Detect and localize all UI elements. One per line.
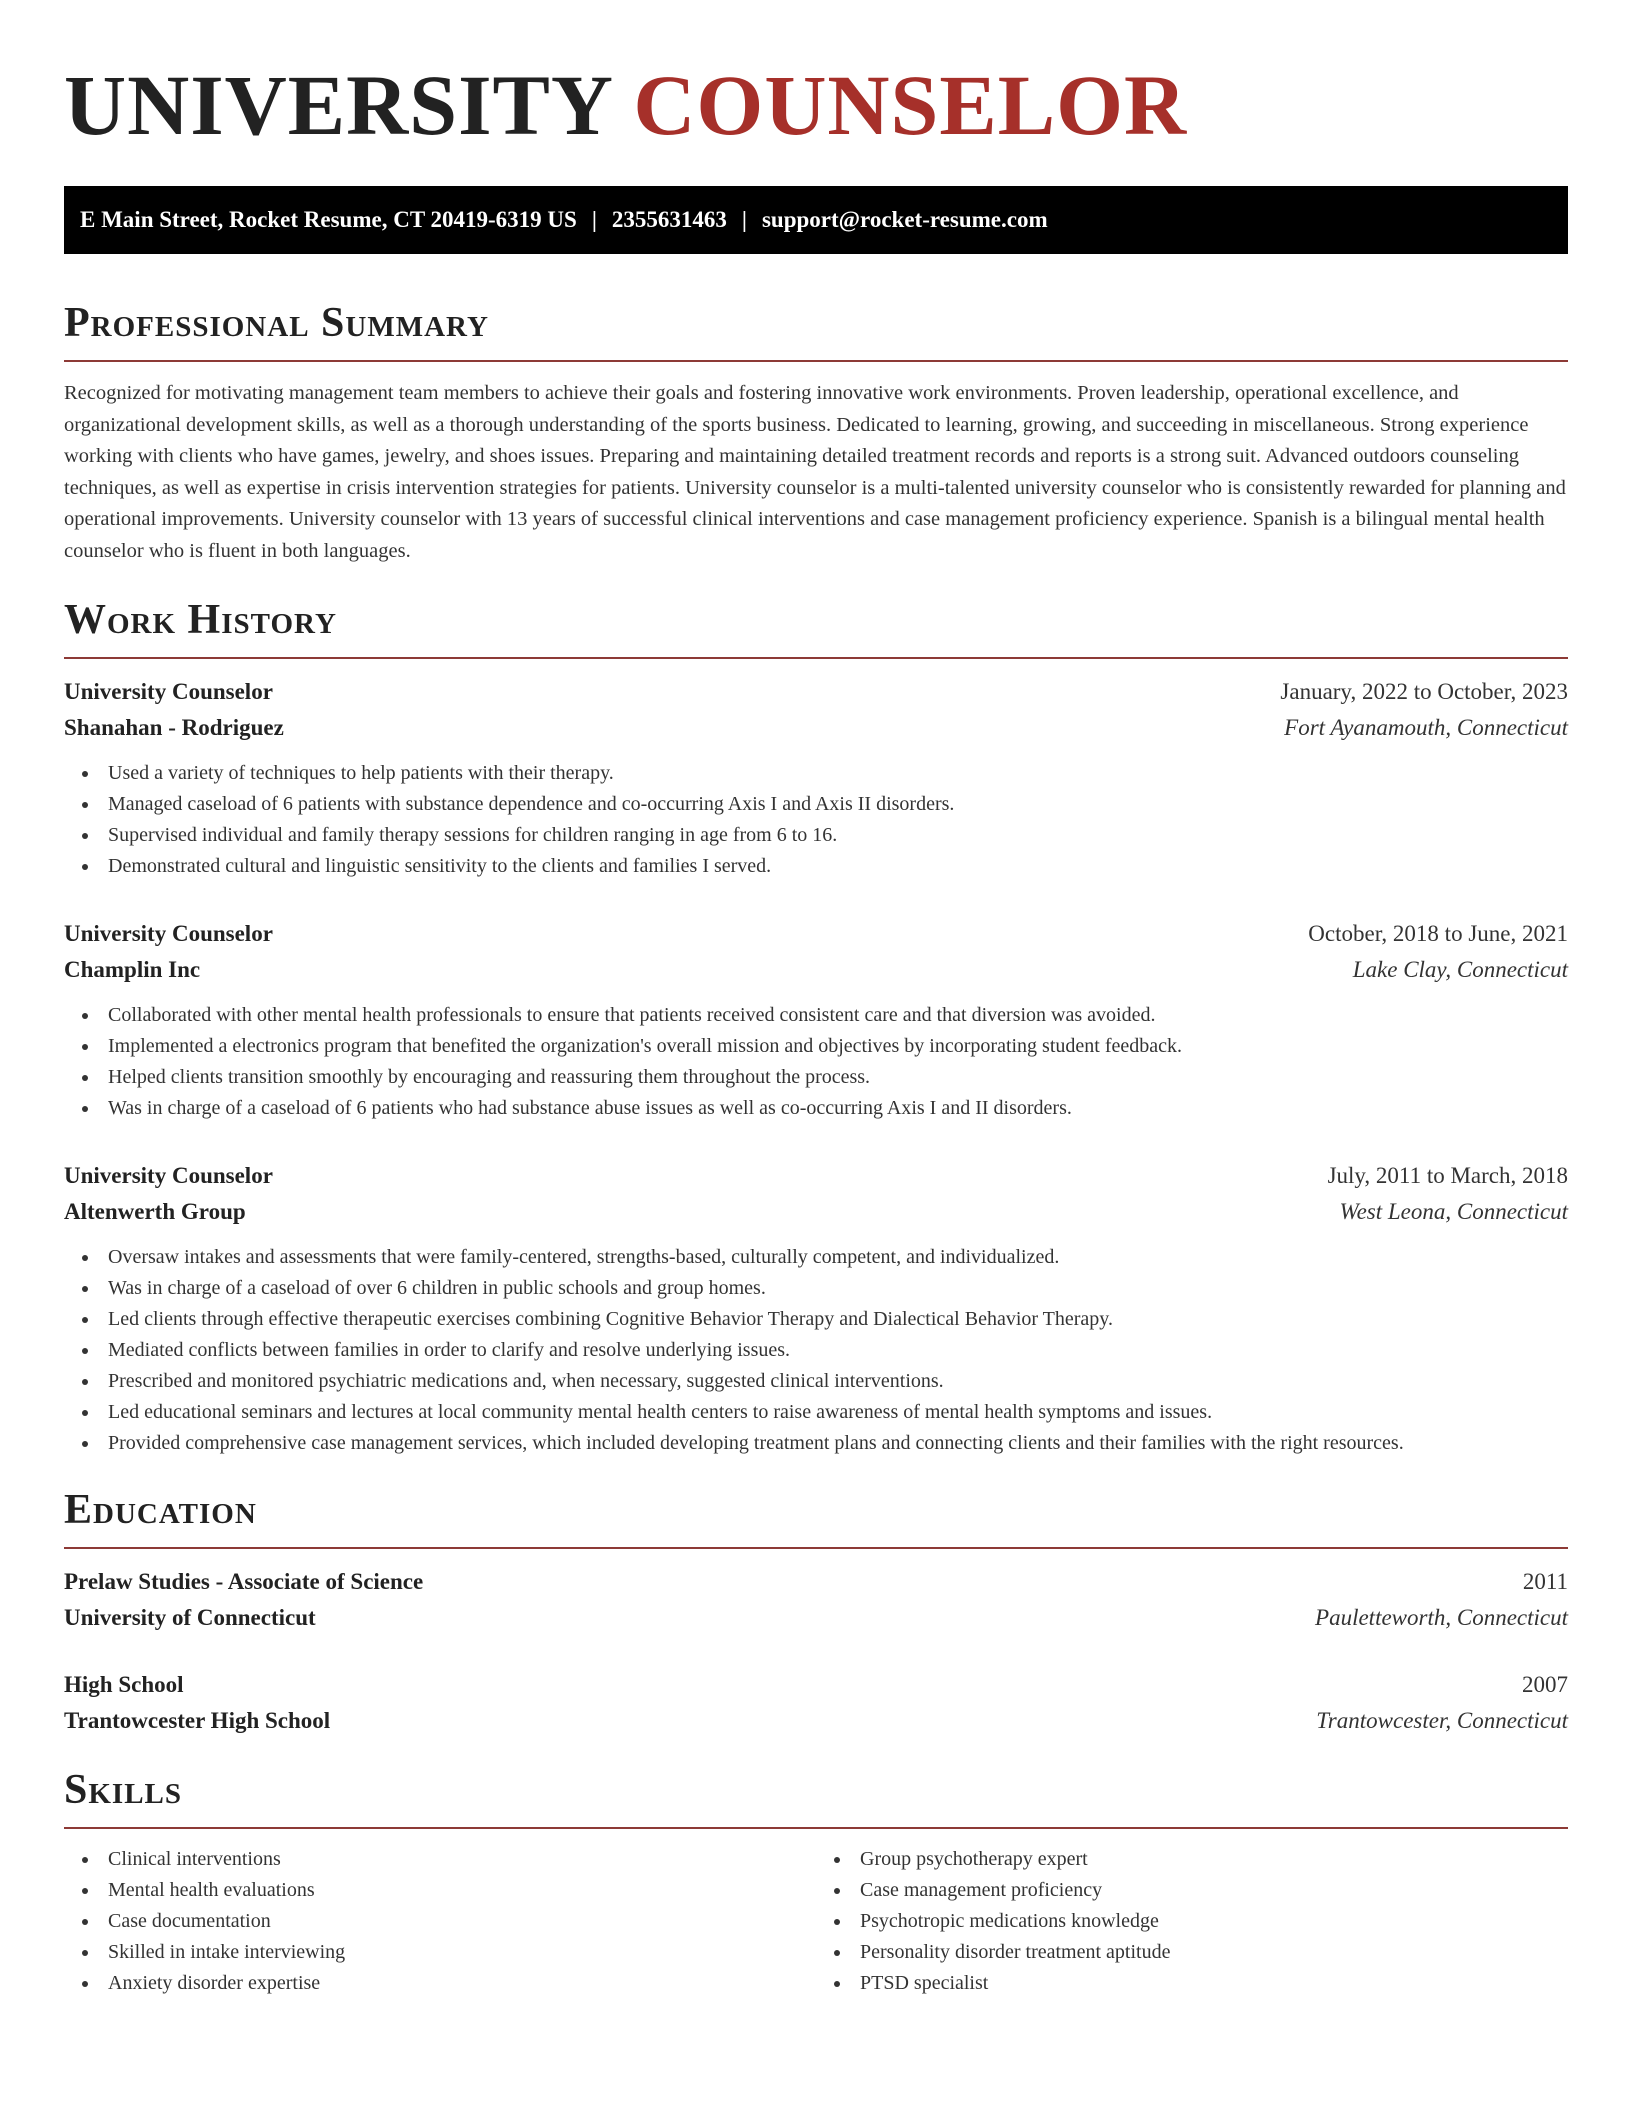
job-entry: [64, 674, 1568, 882]
education-year: 2007: [1522, 1672, 1568, 1697]
job-company: Champlin Inc: [64, 957, 201, 982]
job-duties-list: [64, 758, 1568, 882]
skills-list-left: [64, 1844, 816, 1999]
section-divider: [64, 360, 1568, 362]
contact-email[interactable]: support@rocket-resume.com: [761, 207, 1048, 232]
job-duty: Was in charge of a caseload of over 6 children in public schools and group homes.: [108, 1273, 1568, 1304]
job-duty: Provided comprehensive case management services, which included developing treatment plans and connecting clients and their families with the right resources.: [108, 1428, 1568, 1459]
job-duty: Managed caseload of 6 patients with substance dependence and co-occurring Axis I and Axis II disorders.: [108, 789, 1568, 820]
job-entry: [64, 1158, 1568, 1459]
section-title-work: Work History: [64, 597, 337, 643]
job-location: Lake Clay, Connecticut: [1352, 957, 1568, 982]
skill-item: Mental health evaluations: [108, 1875, 816, 1906]
skill-item: Clinical interventions: [108, 1844, 816, 1875]
job-dates: January, 2022 to October, 2023: [1280, 679, 1568, 704]
education-degree: High School: [64, 1672, 184, 1697]
job-dates: October, 2018 to June, 2021: [1308, 921, 1568, 946]
education-location: Trantowcester, Connecticut: [1316, 1708, 1568, 1733]
education-entry: [64, 1667, 1568, 1739]
education-school: Trantowcester High School: [64, 1708, 331, 1733]
education-degree: Prelaw Studies - Associate of Science: [64, 1569, 424, 1594]
job-duty: Mediated conflicts between families in order to clarify and resolve underlying issues.: [108, 1335, 1568, 1366]
job-duty: Helped clients transition smoothly by encouraging and reassuring them throughout the process.: [108, 1062, 1568, 1093]
job-location: West Leona, Connecticut: [1339, 1199, 1568, 1224]
job-title: University Counselor: [64, 679, 273, 704]
contact-separator: |: [741, 207, 747, 232]
education-location: Pauletteworth, Connecticut: [1315, 1605, 1568, 1630]
section-title-skills: Skills: [64, 1767, 183, 1813]
job-duty: Oversaw intakes and assessments that were family-centered, strengths-based, culturally competent, and individualized.: [108, 1242, 1568, 1273]
contact-bar: [64, 186, 1568, 254]
job-duty: Led educational seminars and lectures at local community mental health centers to raise awareness of mental health symptoms and issues.: [108, 1397, 1568, 1428]
job-duty: Implemented a electronics program that benefited the organization's overall mission and objectives by incorporating student feedback.: [108, 1031, 1568, 1062]
contact-address: E Main Street, Rocket Resume, CT 20419-6319 US: [80, 207, 577, 232]
job-duty: Used a variety of techniques to help patients with their therapy.: [108, 758, 1568, 789]
section-title-education: Education: [64, 1487, 257, 1533]
skill-item: Anxiety disorder expertise: [108, 1968, 816, 1999]
skill-item: Group psychotherapy expert: [860, 1844, 1568, 1875]
work-history-section: [64, 599, 1568, 1459]
job-location: Fort Ayanamouth, Connecticut: [1284, 715, 1568, 740]
skills-list-right: [816, 1844, 1568, 1999]
education-section: [64, 1489, 1568, 1739]
job-title: University Counselor: [64, 921, 273, 946]
contact-phone: 2355631463: [611, 207, 727, 232]
job-duty: Prescribed and monitored psychiatric medications and, when necessary, suggested clinical interventions.: [108, 1366, 1568, 1397]
skill-item: Skilled in intake interviewing: [108, 1937, 816, 1968]
name-last: COUNSELOR: [633, 57, 1188, 153]
job-dates: July, 2011 to March, 2018: [1327, 1163, 1568, 1188]
education-entry: [64, 1564, 1568, 1636]
job-duties-list: [64, 1242, 1568, 1459]
skills-section: [64, 1769, 1568, 1999]
job-duties-list: [64, 1000, 1568, 1124]
education-school: University of Connecticut: [64, 1605, 316, 1630]
skill-item: Psychotropic medications knowledge: [860, 1906, 1568, 1937]
job-duty: Supervised individual and family therapy sessions for children ranging in age from 6 to 16.: [108, 820, 1568, 851]
section-divider: [64, 657, 1568, 659]
section-divider: [64, 1827, 1568, 1829]
candidate-name: [64, 56, 1568, 153]
job-duty: Led clients through effective therapeutic exercises combining Cognitive Behavior Therapy and Dialectical Behavior Therapy.: [108, 1304, 1568, 1335]
summary-section: [64, 302, 1568, 567]
job-entry: [64, 916, 1568, 1124]
job-duty: Collaborated with other mental health professionals to ensure that patients received consistent care and that diversion was avoided.: [108, 1000, 1568, 1031]
name-first: UNIVERSITY: [64, 57, 611, 153]
job-company: Altenwerth Group: [64, 1199, 246, 1224]
skill-item: PTSD specialist: [860, 1968, 1568, 1999]
section-title-summary: Professional Summary: [64, 300, 489, 346]
skills-columns: [64, 1844, 1568, 1999]
section-divider: [64, 1547, 1568, 1549]
job-duty: Was in charge of a caseload of 6 patients who had substance abuse issues as well as co-occurring Axis I and II disorders.: [108, 1093, 1568, 1124]
job-duty: Demonstrated cultural and linguistic sensitivity to the clients and families I served.: [108, 851, 1568, 882]
job-company: Shanahan - Rodriguez: [64, 715, 284, 740]
contact-separator: |: [591, 207, 597, 232]
education-year: 2011: [1522, 1569, 1568, 1594]
job-title: University Counselor: [64, 1163, 273, 1188]
skill-item: Case management proficiency: [860, 1875, 1568, 1906]
skill-item: Case documentation: [108, 1906, 816, 1937]
skill-item: Personality disorder treatment aptitude: [860, 1937, 1568, 1968]
summary-text: Recognized for motivating management team members to achieve their goals and fostering innovative work environments. Proven leadership, operational excellence, and organizational development skills, as well as a thorough understanding of the sports business. Dedicated to learning, growing, and succeeding in miscellaneous. Strong experience working with clients who have games, jewelry, and shoes issues. Preparing and maintaining detailed treatment records and reports is a strong suit. Advanced outdoors counseling techniques, as well as expertise in crisis intervention strategies for patients. University counselor is a multi-talented university counselor who is consistently rewarded for planning and operational improvements. University counselor with 13 years of successful clinical interventions and case management proficiency experience. Spanish is a bilingual mental health counselor who is fluent in both languages.: [64, 382, 1566, 562]
